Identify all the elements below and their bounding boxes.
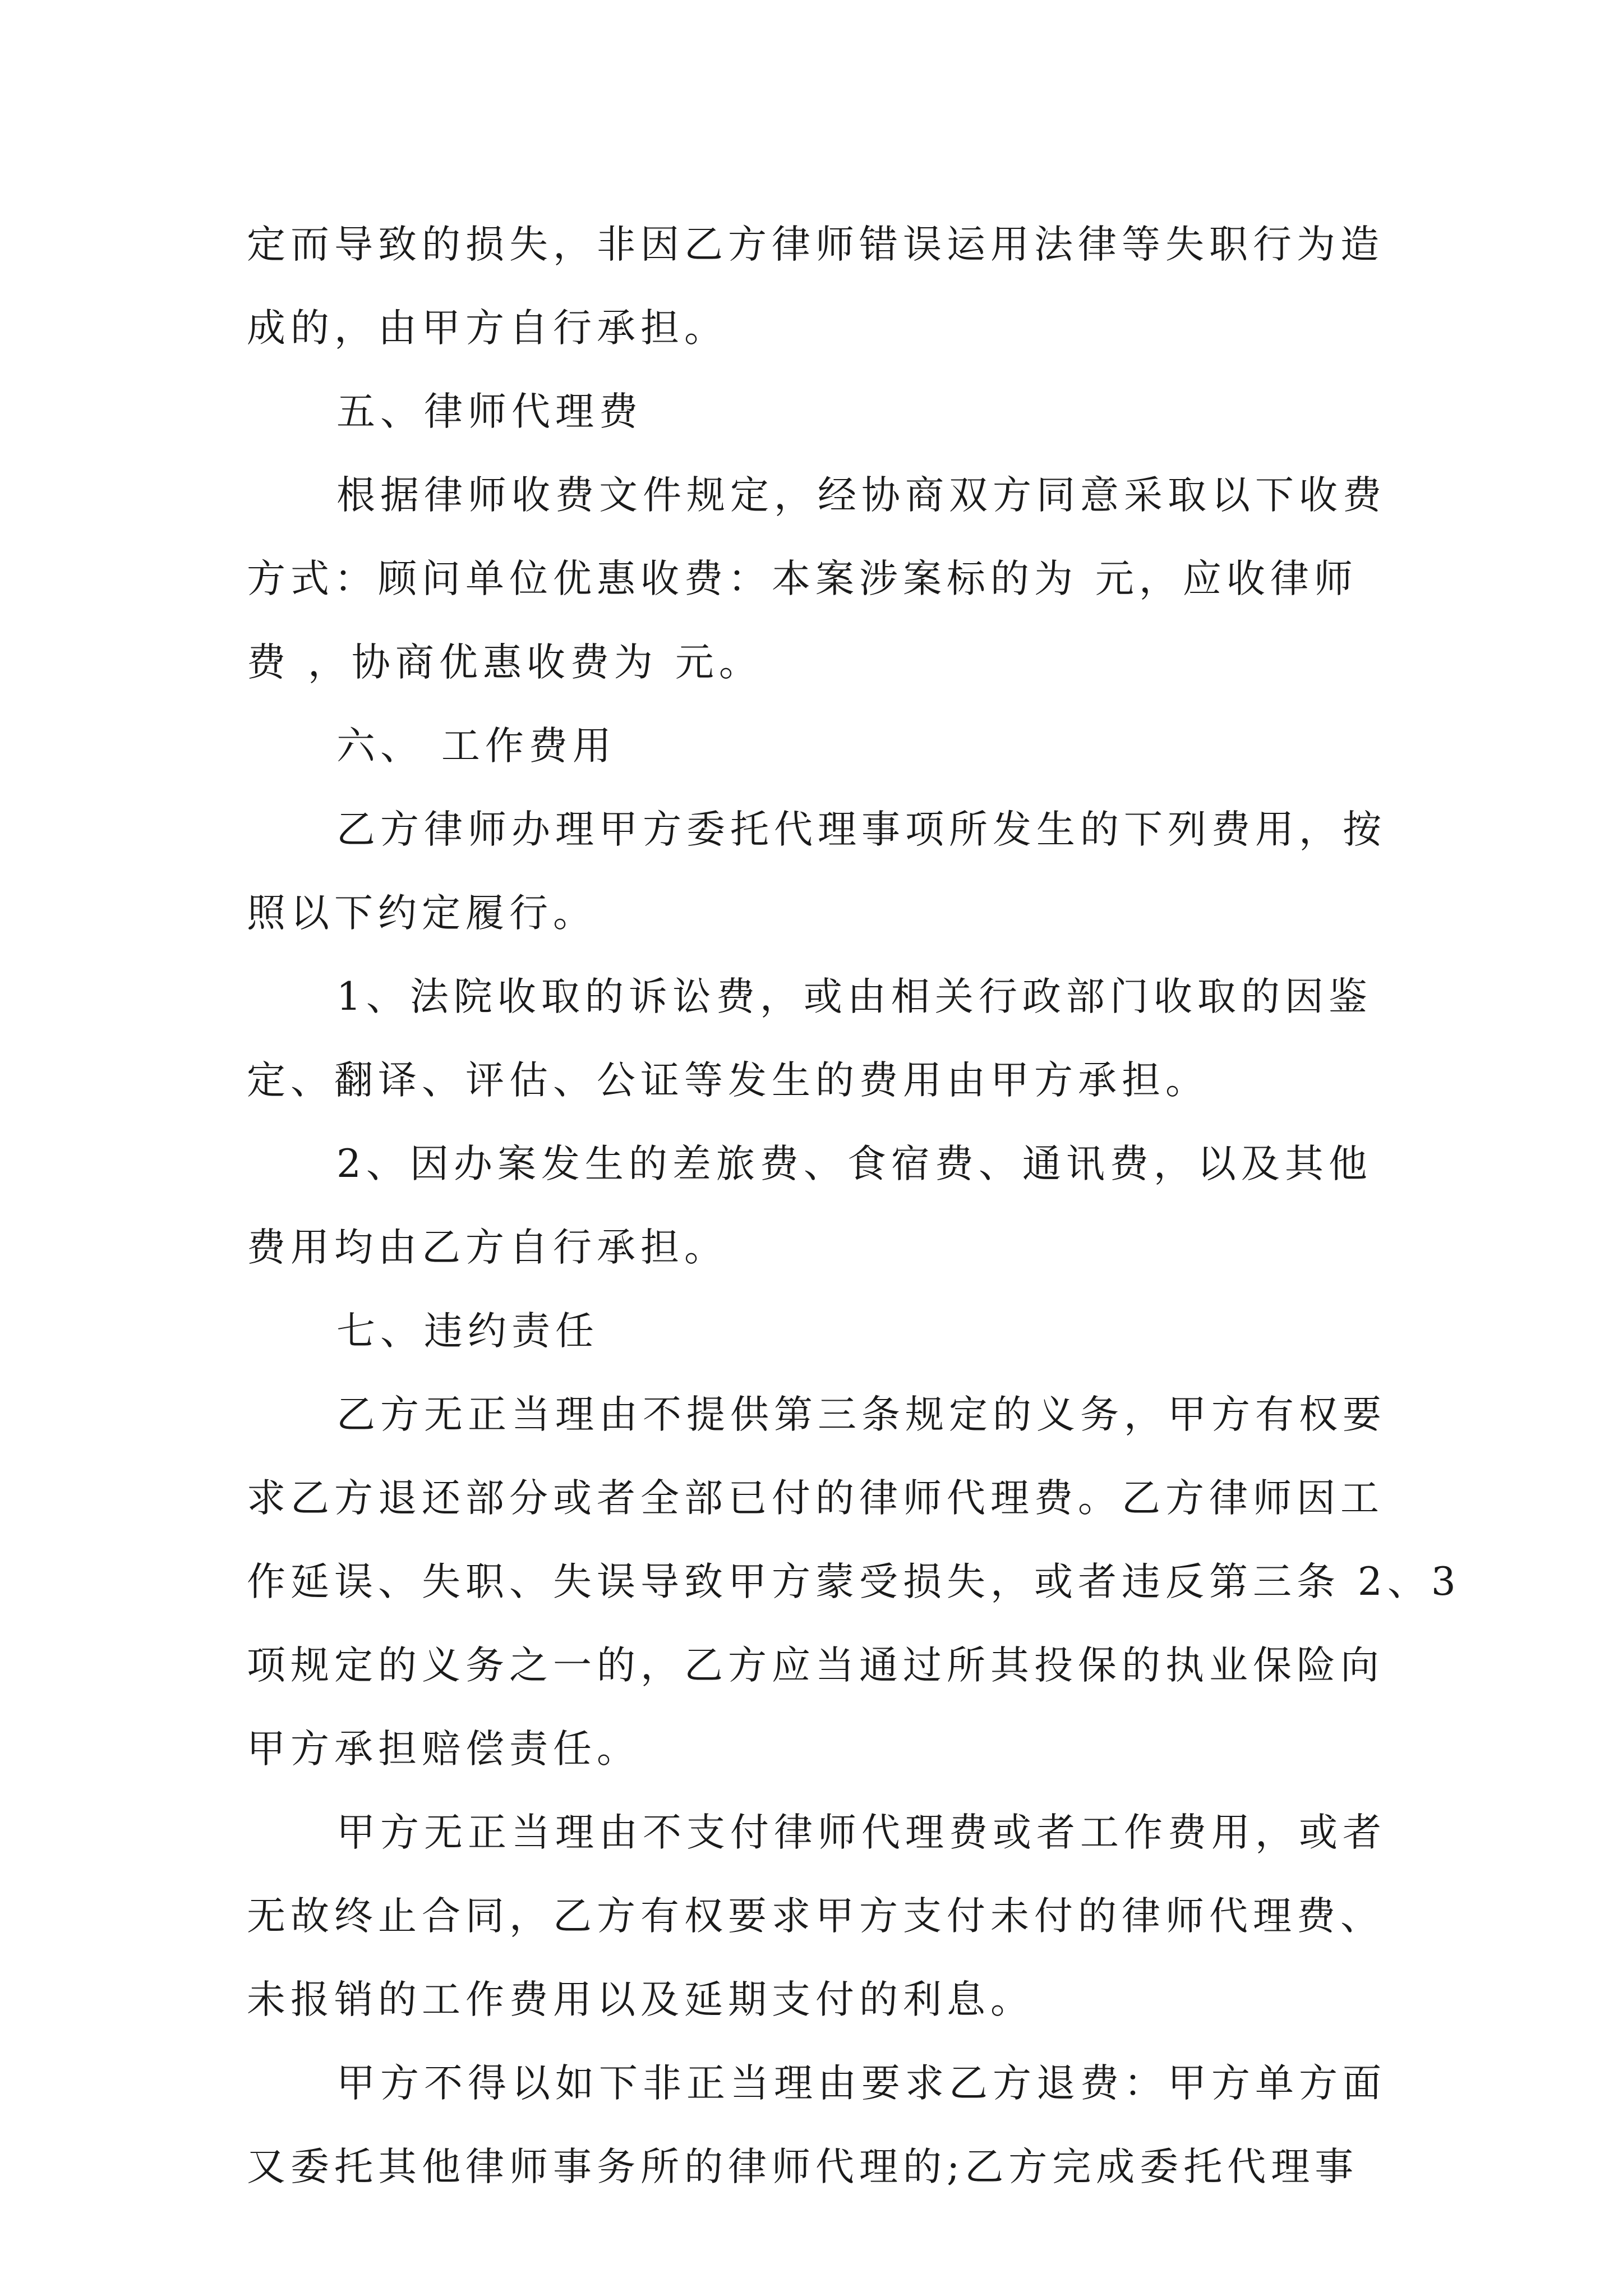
text-line: 作延误、失职、失误导致甲方蒙受损失，或者违反第三条 2、3 xyxy=(247,1559,1461,1604)
text-line: 费用均由乙方自行承担。 xyxy=(247,1225,728,1270)
text-line: 甲方不得以如下非正当理由要求乙方退费：甲方单方面 xyxy=(336,2061,1386,2106)
document-body xyxy=(247,203,1461,2209)
text-line: 根据律师收费文件规定，经协商双方同意采取以下收费 xyxy=(336,473,1386,518)
text-line: 未报销的工作费用以及延期支付的利息。 xyxy=(247,1977,1034,2022)
text-line: 求乙方退还部分或者全部已付的律师代理费。乙方律师因工 xyxy=(247,1476,1384,1521)
text-line: 无故终止合同，乙方有权要求甲方支付未付的律师代理费、 xyxy=(247,1894,1384,1939)
text-line: 项规定的义务之一的，乙方应当通过所其投保的执业保险向 xyxy=(247,1643,1384,1688)
section-heading: 五、律师代理费 xyxy=(336,389,643,434)
text-line: 又委托其他律师事务所的律师代理的;乙方完成委托代理事 xyxy=(247,2145,1359,2189)
text-line: 定而导致的损失，非因乙方律师错误运用法律等失职行为造 xyxy=(247,222,1384,267)
text-line: 照以下约定履行。 xyxy=(247,891,597,936)
text-line: 定、翻译、评估、公证等发生的费用由甲方承担。 xyxy=(247,1058,1209,1103)
text-line: 甲方无正当理由不支付律师代理费或者工作费用，或者 xyxy=(336,1810,1386,1855)
section-heading: 六、 工作费用 xyxy=(336,724,616,769)
text-line: 甲方承担赔偿责任。 xyxy=(247,1727,640,1772)
text-line: 费 ，协商优惠收费为 元。 xyxy=(247,640,763,685)
section-heading: 七、违约责任 xyxy=(336,1309,599,1354)
text-line: 成的，由甲方自行承担。 xyxy=(247,306,728,351)
text-line: 1、法院收取的诉讼费，或由相关行政部门收取的因鉴 xyxy=(336,974,1372,1019)
text-line: 乙方无正当理由不提供第三条规定的义务，甲方有权要 xyxy=(336,1392,1386,1437)
text-line: 乙方律师办理甲方委托代理事项所发生的下列费用，按 xyxy=(336,807,1386,852)
text-line: 方式：顾问单位优惠收费：本案涉案标的为 元，应收律师 xyxy=(247,556,1358,601)
text-line: 2、因办案发生的差旅费、食宿费、通讯费，以及其他 xyxy=(336,1142,1372,1186)
